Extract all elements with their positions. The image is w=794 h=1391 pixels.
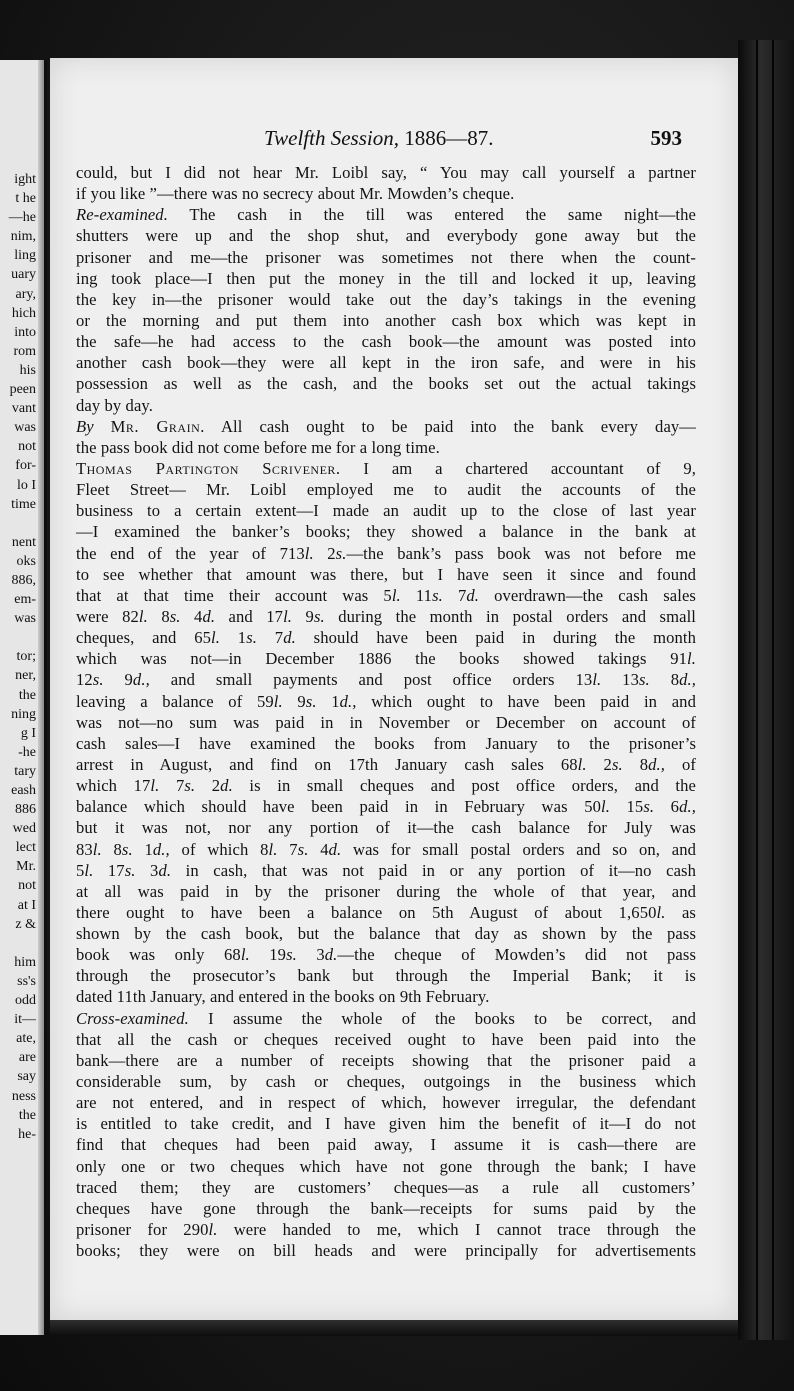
text-run: 4 <box>180 606 203 626</box>
running-title <box>264 126 493 151</box>
text-run: at all was paid in by the prisoner during the whole of that year, and <box>76 881 696 901</box>
text-line <box>76 437 696 458</box>
italic-text: l. <box>656 902 666 922</box>
italic-text: s. <box>313 606 325 626</box>
text-line <box>76 627 696 648</box>
text-run: 19 <box>249 945 287 965</box>
text-run: 8 <box>101 839 122 859</box>
text-run: books; they were on bill heads and were principally for advertisements <box>76 1241 696 1261</box>
text-line <box>76 373 696 394</box>
text-run: day by day. <box>76 395 153 415</box>
italic-text: Re-examined. <box>76 205 168 225</box>
facing-page-fragment: t he <box>15 191 36 207</box>
text-run: 2 <box>586 754 612 774</box>
italic-text: s. <box>169 606 181 626</box>
italic-text: l. <box>601 797 610 817</box>
text-run: 3 <box>135 860 159 880</box>
facing-page-fragment: into <box>14 324 36 340</box>
italic-text: l. <box>240 945 250 965</box>
text-line <box>76 775 696 796</box>
text-line <box>76 1177 696 1198</box>
text-run: —the cheque of Mowden’s did not pass <box>337 945 696 965</box>
facing-page-fragment: Mr. <box>16 859 36 875</box>
italic-text: d. <box>324 945 338 965</box>
text-run: 2 <box>313 543 336 563</box>
text-line <box>76 458 696 479</box>
text-run: 8 <box>649 670 680 690</box>
text-run: traced them; they are customers’ cheques—as a rule all customers’ <box>76 1177 696 1197</box>
text-line <box>76 1092 696 1113</box>
text-run: of which 8 <box>169 839 269 859</box>
text-line <box>76 1113 696 1134</box>
text-run: of <box>665 754 696 774</box>
text-line <box>76 1029 696 1050</box>
text-line <box>76 1134 696 1155</box>
text-run: Fleet Street— Mr. Loibl employed me to audit the accounts of the <box>76 480 696 500</box>
facing-page-fragment: he- <box>18 1126 36 1142</box>
page-number: 593 <box>650 126 682 150</box>
text-line <box>76 754 696 775</box>
facing-page-fragment: say <box>17 1069 36 1085</box>
text-line <box>76 1156 696 1177</box>
text-run: which ought to have been paid in and <box>356 691 696 711</box>
text-run: shutters were up and the shop shut, and everybody gone away but the <box>76 226 696 246</box>
italic-text: l. <box>391 585 401 605</box>
text-run: during the month in postal orders and small <box>324 606 697 626</box>
text-run: to see whether that amount was there, but I have seen it since and found <box>76 564 696 584</box>
text-line <box>76 986 696 1007</box>
italic-text: s. <box>638 670 650 690</box>
facing-page-fragment: him <box>14 954 36 970</box>
italic-text: l. <box>208 1220 218 1240</box>
text-line <box>76 1198 696 1219</box>
text-line <box>76 500 696 521</box>
small-caps-name: Thomas Partington Scrivener. <box>76 458 341 478</box>
session-title: Twelfth Session, <box>264 126 399 150</box>
text-run: through the prosecutor’s bank but through the Imperial Bank; it is <box>76 966 696 986</box>
facing-page-fragment: hich <box>11 305 36 321</box>
facing-page-fragment: -he <box>18 744 36 760</box>
text-run: 9 <box>282 691 306 711</box>
italic-text: l. <box>211 628 220 648</box>
italic-text: l. <box>283 606 293 626</box>
italic-text: l. <box>304 543 314 563</box>
facing-page-fragment: tor; <box>16 649 36 665</box>
facing-page-fragment: tary <box>14 763 36 779</box>
facing-page-fragment: eash <box>11 783 36 798</box>
text-run: 8 <box>147 606 170 626</box>
session-years: 1886—87. <box>398 126 494 150</box>
text-run: are not entered, and in respect of which, however irregular, the defendant <box>76 1093 696 1113</box>
text-run: 7 <box>277 839 298 859</box>
italic-text: l. <box>592 670 602 690</box>
facing-page-fragment: rom <box>13 343 36 359</box>
facing-page-fragment <box>9 630 36 649</box>
text-run: should have been paid in during the month <box>295 628 696 648</box>
italic-text: l. <box>84 860 94 880</box>
text-run: the pass book did not come before me for a long time. <box>76 437 440 457</box>
text-run: —the bank’s pass book was not before me <box>346 543 696 563</box>
italic-text: s. <box>184 776 196 796</box>
text-run: that all the cash or cheques received ought to have been paid into the <box>76 1029 696 1049</box>
text-run: considerable sum, by cash or cheques, outgoings in the business which <box>76 1072 696 1092</box>
text-run: book was only 68 <box>76 945 241 965</box>
facing-page-fragment: 886 <box>15 802 36 818</box>
text-run: 13 <box>601 670 639 690</box>
text-run: ing took place—I then put the money in the till and locked it up, leaving <box>76 268 696 288</box>
text-run: 2 <box>195 776 221 796</box>
text-line <box>76 225 696 246</box>
text-line <box>76 204 696 225</box>
text-run: cheques have gone through the bank—receipts for sums paid by the <box>76 1198 696 1218</box>
book-edge-right <box>738 40 794 1340</box>
facing-page-fragment: lect <box>15 840 36 856</box>
facing-page-fragment: was <box>14 420 36 436</box>
page-edge-stripe <box>756 40 758 1340</box>
text-line <box>76 543 696 564</box>
text-run: find that cheques had been paid away, I assume it is cash—there are <box>76 1135 696 1155</box>
facing-page-fragment: g I <box>20 725 36 741</box>
text-run: is in small cheques and post office orders, and the <box>232 776 696 796</box>
text-run: 7 <box>442 585 467 605</box>
facing-page-fragment: was <box>14 611 36 627</box>
text-run: if you like ”—there was no secrecy about Mr. Mowden’s cheque. <box>76 184 515 204</box>
facing-page-fragment: ness <box>11 1088 36 1104</box>
text-line <box>76 395 696 416</box>
text-run: 1 <box>220 628 247 648</box>
italic-text: l. <box>138 606 148 626</box>
italic-text: d. <box>283 628 296 648</box>
text-run: was for small postal orders and so on, and <box>341 839 697 859</box>
text-run: bank—there are a number of receipts showing that the prisoner paid a <box>76 1050 696 1070</box>
italic-text: d. <box>202 606 216 626</box>
facing-page-fragment: the <box>18 1107 36 1123</box>
page-gutter <box>38 60 44 1335</box>
text-run: 9 <box>292 606 314 626</box>
facing-page-fragment: his <box>19 362 36 378</box>
text-run: 9 <box>103 670 133 690</box>
text-line <box>76 162 696 183</box>
text-line <box>76 902 696 923</box>
text-line <box>76 860 696 881</box>
text-run: the safe—he had access to the cash book—the amount was posted into <box>76 332 696 352</box>
italic-text: l. <box>273 691 283 711</box>
facing-page-fragment: wed <box>12 821 36 837</box>
facing-page-fragment: ling <box>14 248 36 264</box>
text-run: 5 <box>76 860 85 880</box>
text-run: All cash ought to be paid into the bank every day— <box>204 416 697 436</box>
text-run: only one or two cheques which have not gone through the bank; I have <box>76 1156 696 1176</box>
book-page <box>50 58 738 1320</box>
text-run: business to a certain extent—I made an audit up to the close of last year <box>76 501 696 521</box>
facing-page-fragment: uary <box>11 267 36 283</box>
facing-page-fragment: are <box>18 1050 36 1066</box>
italic-text: l. <box>687 649 696 669</box>
text-line <box>76 521 696 542</box>
text-run: 83 <box>76 839 93 859</box>
text-line <box>76 691 696 712</box>
text-run: in cash, that was not paid in or any portion of it—no cash <box>171 860 696 880</box>
text-run: —I examined the banker’s books; they showed a balance in the bank at <box>76 522 696 542</box>
facing-page-fragment: ner, <box>15 668 36 684</box>
facing-page-fragment <box>9 516 36 535</box>
text-line <box>76 1050 696 1071</box>
facing-page-fragment: oks <box>16 553 36 569</box>
text-run: were 82 <box>76 606 139 626</box>
text-run: there ought to have been a balance on 5th August of about 1,650 <box>76 902 657 922</box>
text-line <box>76 310 696 331</box>
text-line <box>76 1008 696 1029</box>
italic-text: d., <box>152 839 170 859</box>
text-run: 7 <box>159 776 185 796</box>
text-run: as <box>665 902 696 922</box>
facing-page-fragment: lo I <box>16 477 36 493</box>
text-run: that at that time their account was 5 <box>76 585 392 605</box>
facing-page-fragment: ss's <box>17 973 36 989</box>
facing-page-fragment <box>9 936 36 955</box>
facing-page-text-fragments <box>9 172 36 1146</box>
italic-text: d., <box>132 670 150 690</box>
text-run: 6 <box>654 797 680 817</box>
text-line <box>76 268 696 289</box>
italic-text: s. <box>92 670 104 690</box>
text-run: dated 11th January, and entered in the books on 9th February. <box>76 987 490 1007</box>
italic-text: d., <box>679 670 697 690</box>
text-run: leaving a balance of 59 <box>76 691 274 711</box>
text-line <box>76 839 696 860</box>
italic-text: s. <box>297 839 309 859</box>
text-run: 17 <box>93 860 125 880</box>
italic-text: s. <box>286 945 297 965</box>
text-line <box>76 585 696 606</box>
italic-text: s. <box>643 797 655 817</box>
facing-page-fragment: peen <box>9 382 36 398</box>
text-run: another cash book—they were all kept in the iron safe, and were in his <box>76 353 696 373</box>
italic-text: Cross-examined. <box>76 1008 189 1028</box>
text-line <box>76 881 696 902</box>
text-line <box>76 944 696 965</box>
text-run: shown by the cash book, but the balance that day as shown by the pass <box>76 924 696 944</box>
italic-text: s. <box>432 585 443 605</box>
text-run: the end of the year of 713 <box>76 543 305 563</box>
text-run: 11 <box>400 585 433 605</box>
text-run: which 17 <box>76 776 151 796</box>
italic-text: l. <box>268 839 278 859</box>
facing-page-fragment: —he <box>8 210 36 226</box>
text-run: and small payments and post office orders 13 <box>149 670 593 690</box>
page-bottom-shadow <box>50 1320 738 1336</box>
text-run: cheques, and 65 <box>76 628 212 648</box>
italic-text: s. <box>305 691 317 711</box>
text-run: overdrawn—the cash sales <box>479 585 696 605</box>
text-run: or the morning and put them into another cash box which was kept in <box>76 310 696 330</box>
facing-page-fragment: odd <box>15 993 36 1009</box>
text-run: was not—no sum was paid in in November or December on account of <box>76 712 696 732</box>
facing-page-fragment: em- <box>14 592 36 608</box>
text-run: arrest in August, and find on 17th January cash sales 68 <box>76 754 578 774</box>
text-run: 1 <box>132 839 153 859</box>
text-run: 1 <box>316 691 340 711</box>
facing-page-fragment: ate, <box>16 1031 36 1047</box>
text-run: I am a chartered accountant of 9, <box>340 458 696 478</box>
text-line <box>76 331 696 352</box>
text-run: prisoner for 290 <box>76 1220 209 1240</box>
text-run: 3 <box>296 945 325 965</box>
italic-text: d. <box>220 776 233 796</box>
italic-text: By <box>76 416 111 436</box>
italic-text: d. <box>466 585 479 605</box>
text-line <box>76 479 696 500</box>
text-line <box>76 1219 696 1240</box>
text-run: were handed to me, which I cannot trace through the <box>217 1220 696 1240</box>
facing-page-fragment: the <box>18 687 36 703</box>
facing-page-fragment: z & <box>15 916 36 932</box>
text-run: but it was not, nor any portion of it—the cash balance for July was <box>76 818 696 838</box>
facing-page-fragment: for- <box>15 458 36 474</box>
text-run: 15 <box>609 797 644 817</box>
text-line <box>76 1240 696 1261</box>
text-run: prisoner and me—the prisoner was sometimes not there when the count- <box>76 247 696 267</box>
text-line <box>76 796 696 817</box>
page-header <box>50 126 738 156</box>
text-line <box>76 648 696 669</box>
text-run: 4 <box>308 839 329 859</box>
text-line <box>76 965 696 986</box>
text-line <box>76 817 696 838</box>
text-line <box>76 247 696 268</box>
page-edge-stripe <box>772 40 774 1340</box>
facing-page-fragment: time <box>11 496 36 512</box>
text-run: could, but I did not hear Mr. Loibl say, “ You may call yourself a partner <box>76 163 696 182</box>
text-run: I assume the whole of the books to be correct, and <box>188 1008 696 1028</box>
facing-page-fragment: nent <box>11 534 36 550</box>
page-body-text <box>76 162 696 1261</box>
facing-page-fragment: not <box>18 878 36 894</box>
italic-text: d., <box>339 691 357 711</box>
italic-text: s. <box>611 754 623 774</box>
facing-page-fragment: ight <box>14 172 36 187</box>
italic-text: l. <box>150 776 160 796</box>
text-line <box>76 669 696 690</box>
text-line <box>76 923 696 944</box>
facing-page-fragment: at I <box>17 897 36 913</box>
facing-page-fragment: ning <box>11 706 36 722</box>
facing-page-fragment: it— <box>14 1012 36 1028</box>
text-line <box>76 733 696 754</box>
italic-text: d. <box>328 839 342 859</box>
text-line <box>76 606 696 627</box>
text-run: cash sales—I have examined the books from January to the prisoner’s <box>76 733 696 753</box>
text-line <box>76 416 696 437</box>
text-run: the key in—the prisoner would take out the day’s takings in the evening <box>76 289 696 309</box>
text-run: 12 <box>76 670 93 690</box>
text-run: 7 <box>257 628 284 648</box>
text-run: is entitled to take credit, and I have given him the benefit of it—I do not <box>76 1114 696 1134</box>
text-line <box>76 564 696 585</box>
italic-text: d., <box>679 797 696 817</box>
italic-text: l. <box>92 839 102 859</box>
text-line <box>76 1071 696 1092</box>
text-run: which was not—in December 1886 the books showed takings 91 <box>76 649 688 669</box>
text-run: possession as well as the cash, and the books set out the actual takings <box>76 374 696 394</box>
italic-text: s. <box>124 860 136 880</box>
text-line <box>76 289 696 310</box>
italic-text: s. <box>121 839 133 859</box>
italic-text: d. <box>158 860 172 880</box>
facing-page-fragment: 886, <box>11 572 36 588</box>
facing-page-fragment: vant <box>11 401 36 417</box>
text-line <box>76 352 696 373</box>
italic-text: s. <box>335 543 347 563</box>
text-run: The cash in the till was entered the same night—the <box>167 205 696 225</box>
facing-page-fragment: nim, <box>10 229 36 245</box>
italic-text: s. <box>246 628 258 648</box>
italic-text: d., <box>648 754 666 774</box>
facing-page-fragment: not <box>18 439 36 455</box>
text-run: 8 <box>622 754 649 774</box>
small-caps-name: Mr. Grain. <box>110 416 205 436</box>
italic-text: l. <box>577 754 587 774</box>
text-line <box>76 183 696 204</box>
text-line <box>76 712 696 733</box>
facing-page-left <box>0 60 47 1335</box>
facing-page-fragment: ary, <box>15 286 36 302</box>
text-run: balance which should have been paid in in February was 50 <box>76 797 601 817</box>
text-run: and 17 <box>215 606 284 626</box>
